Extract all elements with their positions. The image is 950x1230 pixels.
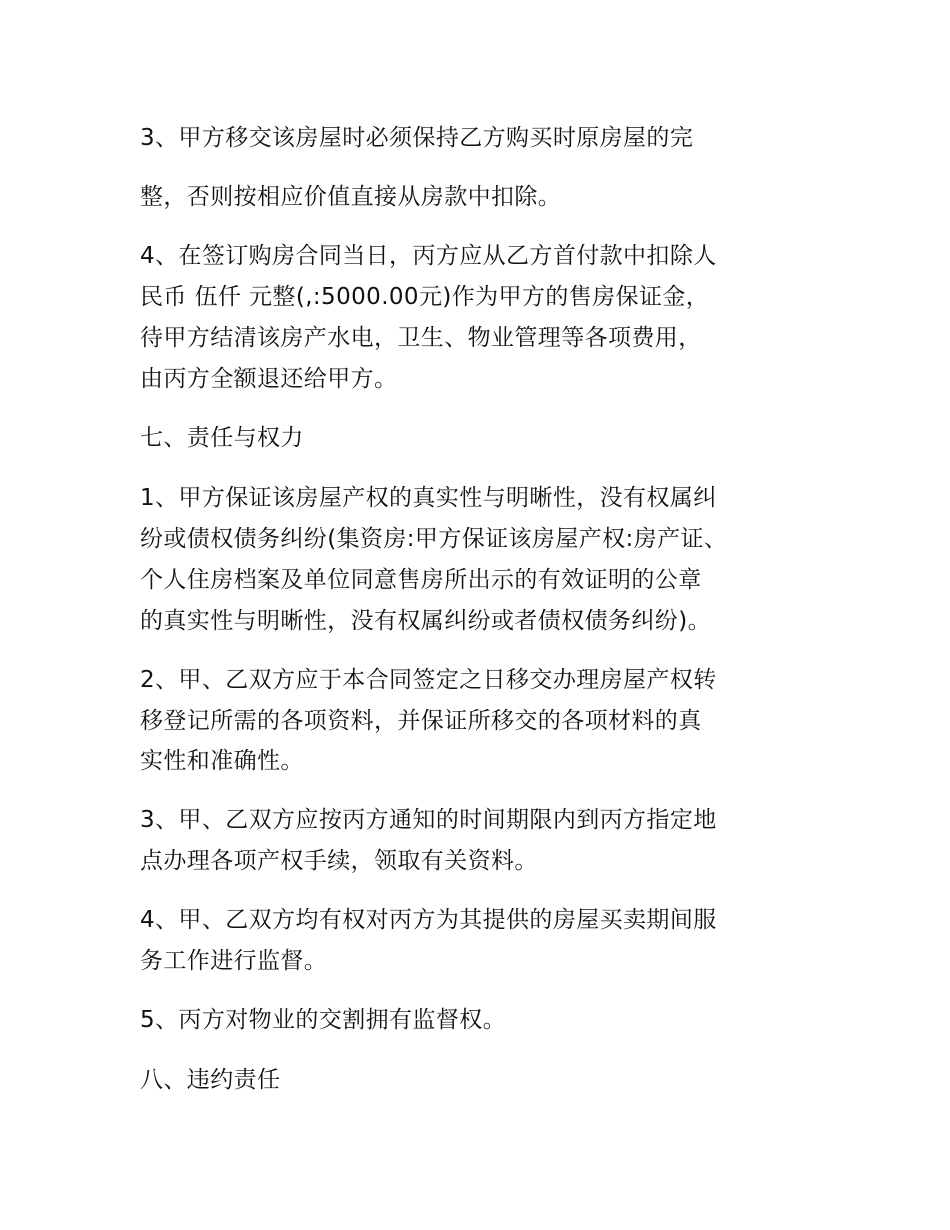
section-7-item-1-line-2: 纷或债权债务纠纷(集资房:甲方保证该房屋产权:房产证、 bbox=[140, 526, 728, 552]
section-7-item-1-line-1: 1、甲方保证该房屋产权的真实性与明晰性，没有权属纠 bbox=[140, 485, 717, 511]
clause-3-line-2: 整，否则按相应价值直接从房款中扣除。 bbox=[140, 184, 562, 210]
clause-3-line-1: 3、甲方移交该房屋时必须保持乙方购买时原房屋的完 bbox=[140, 125, 694, 151]
section-7-item-4-line-1: 4、甲、乙双方均有权对丙方为其提供的房屋买卖期间服 bbox=[140, 907, 717, 933]
clause-4-line-2: 民币 伍仟 元整(,:5000.00元)作为甲方的售房保证金， bbox=[140, 284, 710, 310]
section-heading-7: 七、责任与权力 bbox=[140, 425, 304, 451]
clause-4-line-3: 待甲方结清该房产水电，卫生、物业管理等各项费用， bbox=[140, 325, 702, 351]
section-7-item-3-line-1: 3、甲、乙双方应按丙方通知的时间期限内到丙方指定地 bbox=[140, 807, 717, 833]
clause-4-line-1: 4、在签订购房合同当日，丙方应从乙方首付款中扣除人 bbox=[140, 243, 717, 269]
section-7-item-2-line-1: 2、甲、乙双方应于本合同签定之日移交办理房屋产权转 bbox=[140, 667, 717, 693]
section-7-item-4-line-2: 务工作进行监督。 bbox=[140, 948, 328, 974]
section-7-item-3-line-2: 点办理各项产权手续，领取有关资料。 bbox=[140, 848, 538, 874]
section-7-item-2-line-3: 实性和准确性。 bbox=[140, 748, 304, 774]
clause-4-line-4: 由丙方全额退还给甲方。 bbox=[140, 366, 398, 392]
section-7-item-5: 5、丙方对物业的交割拥有监督权。 bbox=[140, 1007, 507, 1033]
section-7-item-2-line-2: 移登记所需的各项资料，并保证所移交的各项材料的真 bbox=[140, 708, 702, 734]
section-heading-8: 八、违约责任 bbox=[140, 1067, 281, 1093]
section-7-item-1-line-3: 个人住房档案及单位同意售房所出示的有效证明的公章 bbox=[140, 567, 702, 593]
section-7-item-1-line-4: 的真实性与明晰性，没有权属纠纷或者债权债务纠纷)。 bbox=[140, 608, 711, 634]
